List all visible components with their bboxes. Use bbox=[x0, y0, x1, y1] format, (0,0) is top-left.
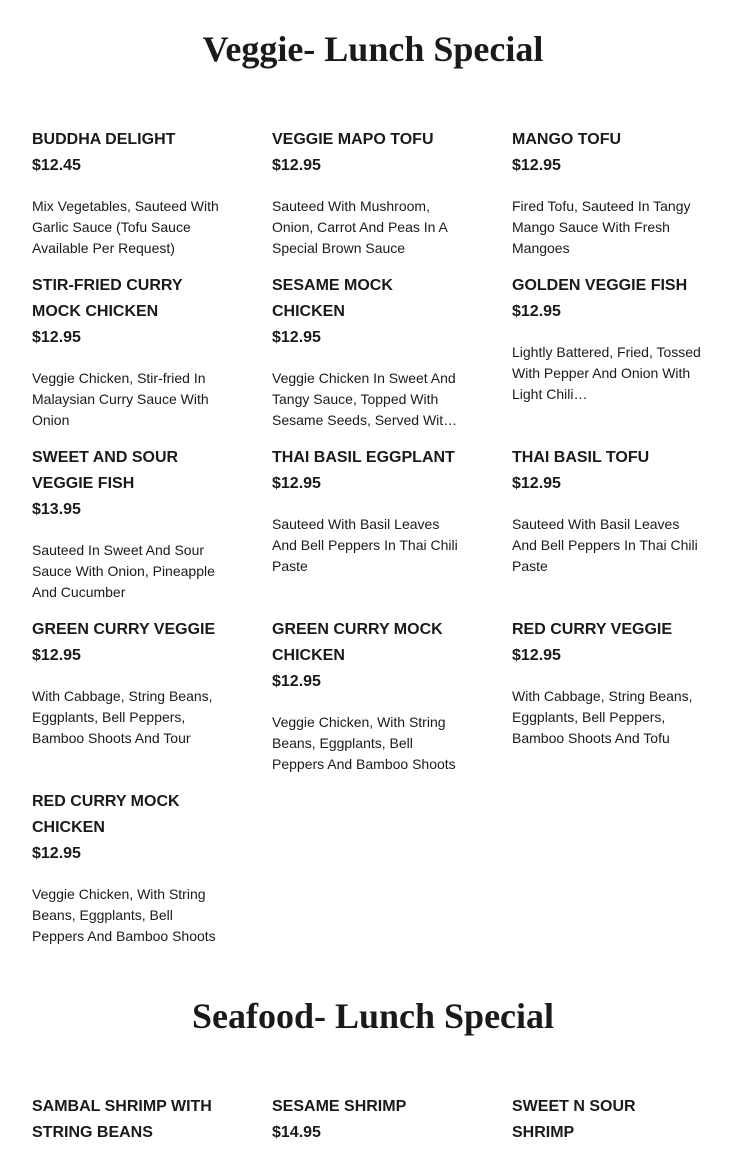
menu-item[interactable] bbox=[512, 273, 702, 445]
menu-item[interactable] bbox=[272, 127, 462, 273]
section-title-veggie: Veggie- Lunch Special bbox=[202, 29, 544, 69]
menu-item[interactable] bbox=[32, 1094, 222, 1163]
menu-item-name: BUDDHA DELIGHT bbox=[32, 131, 176, 148]
menu-item-description: Veggie Chicken, Stir-fried In Malaysian Curry Sauce With Onion bbox=[32, 370, 209, 428]
menu-item-price: $12.95 bbox=[272, 157, 321, 174]
menu-item-description: With Cabbage, String Beans, Eggplants, Bell Peppers, Bamboo Shoots And Tofu bbox=[512, 688, 693, 746]
seafood-menu-grid bbox=[32, 1094, 722, 1163]
menu-item[interactable] bbox=[32, 789, 222, 961]
menu-item[interactable] bbox=[272, 1094, 462, 1163]
menu-item-name: THAI BASIL EGGPLANT bbox=[272, 449, 455, 466]
menu-item-description: With Cabbage, String Beans, Eggplants, Bell Peppers, Bamboo Shoots And Tour bbox=[32, 688, 213, 746]
menu-item-description: Fired Tofu, Sauteed In Tangy Mango Sauce With Fresh Mangoes bbox=[512, 198, 691, 256]
menu-item-name: SWEET N SOUR SHRIMP bbox=[512, 1098, 636, 1141]
menu-item[interactable] bbox=[512, 127, 702, 273]
menu-item-name: SESAME SHRIMP bbox=[272, 1098, 407, 1115]
menu-item-name: STIR-FRIED CURRY MOCK CHICKEN bbox=[32, 277, 183, 320]
menu-item[interactable] bbox=[32, 273, 222, 445]
menu-item-name: RED CURRY MOCK CHICKEN bbox=[32, 793, 180, 836]
menu-item-description: Veggie Chicken, With String Beans, Eggplants, Bell Peppers And Bamboo Shoots bbox=[32, 886, 216, 944]
menu-item-name: MANGO TOFU bbox=[512, 131, 622, 148]
menu-item-price: $12.95 bbox=[32, 647, 81, 664]
menu-item-name: GOLDEN VEGGIE FISH bbox=[512, 277, 688, 294]
menu-item-description: Sauteed With Basil Leaves And Bell Peppers In Thai Chili Paste bbox=[272, 516, 458, 574]
menu-item-name: THAI BASIL TOFU bbox=[512, 449, 650, 466]
menu-item-description: Lightly Battered, Fried, Tossed With Pepper And Onion With Light Chili… bbox=[512, 344, 701, 402]
menu-item-price: $12.95 bbox=[272, 673, 321, 690]
menu-item-description: Sauteed In Sweet And Sour Sauce With Onion, Pineapple And Cucumber bbox=[32, 542, 215, 600]
menu-item[interactable] bbox=[512, 1094, 702, 1163]
menu-item-price: $12.95 bbox=[32, 329, 81, 346]
menu-item[interactable] bbox=[512, 617, 702, 789]
menu-item-price: $12.45 bbox=[32, 157, 81, 174]
menu-item-description: Veggie Chicken, With String Beans, Eggplants, Bell Peppers And Bamboo Shoots bbox=[272, 714, 456, 772]
menu-item-name: RED CURRY VEGGIE bbox=[512, 621, 673, 638]
menu-item-name: SESAME MOCK CHICKEN bbox=[272, 277, 393, 320]
menu-item[interactable] bbox=[32, 617, 222, 789]
veggie-menu-grid bbox=[32, 127, 722, 961]
menu-item[interactable] bbox=[32, 127, 222, 273]
menu-item-price: $12.95 bbox=[512, 303, 561, 320]
menu-item-price: $12.95 bbox=[32, 845, 81, 862]
menu-item-name: GREEN CURRY VEGGIE bbox=[32, 621, 216, 638]
menu-item-price: $12.95 bbox=[512, 475, 561, 492]
menu-item-description: Veggie Chicken In Sweet And Tangy Sauce, Topped With Sesame Seeds, Served Wit… bbox=[272, 370, 458, 428]
menu-item-price: $12.95 bbox=[512, 157, 561, 174]
menu-item[interactable] bbox=[272, 273, 462, 445]
menu-item-price: $13.95 bbox=[32, 501, 81, 518]
menu-item-name: SAMBAL SHRIMP WITH STRING BEANS bbox=[32, 1098, 212, 1141]
menu-item-name: GREEN CURRY MOCK CHICKEN bbox=[272, 621, 443, 664]
section-title-seafood: Seafood- Lunch Special bbox=[191, 996, 555, 1036]
menu-item-description: Sauteed With Mushroom, Onion, Carrot And Peas In A Special Brown Sauce bbox=[272, 198, 448, 256]
menu-item-name: VEGGIE MAPO TOFU bbox=[272, 131, 434, 148]
menu-item-price: $12.95 bbox=[272, 329, 321, 346]
menu-item-description: Sauteed With Basil Leaves And Bell Peppers In Thai Chili Paste bbox=[512, 516, 698, 574]
menu-item-price: $12.95 bbox=[272, 475, 321, 492]
menu-item-name: SWEET AND SOUR VEGGIE FISH bbox=[32, 449, 179, 492]
menu-item-price: $14.95 bbox=[272, 1124, 321, 1141]
menu-item[interactable] bbox=[32, 445, 222, 617]
menu-item-description: Mix Vegetables, Sauteed With Garlic Sauce (Tofu Sauce Available Per Request) bbox=[32, 198, 219, 256]
menu-item[interactable] bbox=[272, 617, 462, 789]
menu-item-price: $12.95 bbox=[512, 647, 561, 664]
menu-item[interactable] bbox=[512, 445, 702, 617]
menu-item[interactable] bbox=[272, 445, 462, 617]
